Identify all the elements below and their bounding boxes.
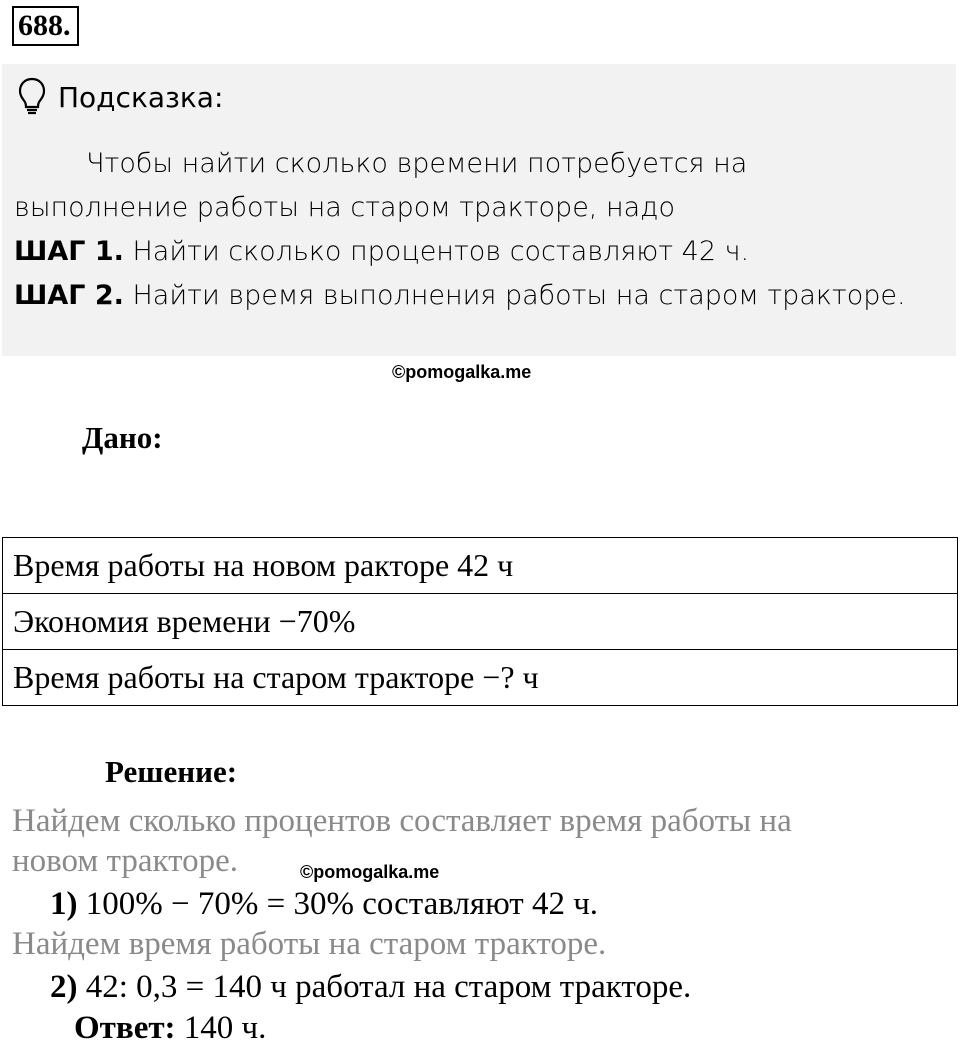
solution-step-1: 1) 100% − 70% = 30% составляют 42 ч. <box>50 886 599 922</box>
hint-header <box>16 76 223 120</box>
watermark: ©pomogalka.me <box>300 862 440 882</box>
given-row-3: Время работы на старом тракторе −? ч <box>3 650 958 706</box>
hint-line-2: выполнение работы на старом тракторе, надо <box>14 192 675 223</box>
hint-title: Подсказка: <box>58 81 224 114</box>
task-number: 688. <box>12 6 79 46</box>
given-title: Дано: <box>82 420 163 455</box>
solution-text-2: Найдем время работы на старом тракторе. <box>12 926 607 962</box>
table-row <box>3 650 958 706</box>
hint-line-1: Чтобы найти сколько времени потребуется на <box>86 148 748 179</box>
solution-text-1b: новом тракторе. <box>12 843 238 879</box>
given-table <box>2 537 958 706</box>
watermark: ©pomogalka.me <box>392 362 532 382</box>
hint-box <box>2 64 956 356</box>
answer: Ответ: 140 ч. <box>74 1010 267 1046</box>
solution-step-2: 2) 42: 0,3 = 140 ч работал на старом тракторе. <box>50 969 692 1005</box>
lightbulb-icon <box>16 76 48 120</box>
solution-text-1a: Найдем сколько процентов составляет время работы на <box>12 803 792 839</box>
table-row <box>3 594 958 650</box>
given-row-1: Время работы на новом ракторе 42 ч <box>3 538 958 594</box>
table-row <box>3 538 958 594</box>
given-row-2: Экономия времени −70% <box>3 594 958 650</box>
hint-step-2: ШАГ 2. Найти время выполнения работы на старом тракторе. <box>14 280 906 311</box>
solution-title: Решение: <box>105 754 238 789</box>
hint-text <box>14 142 944 318</box>
hint-step-1: ШАГ 1. Найти сколько процентов составляют 42 ч. <box>14 236 750 267</box>
